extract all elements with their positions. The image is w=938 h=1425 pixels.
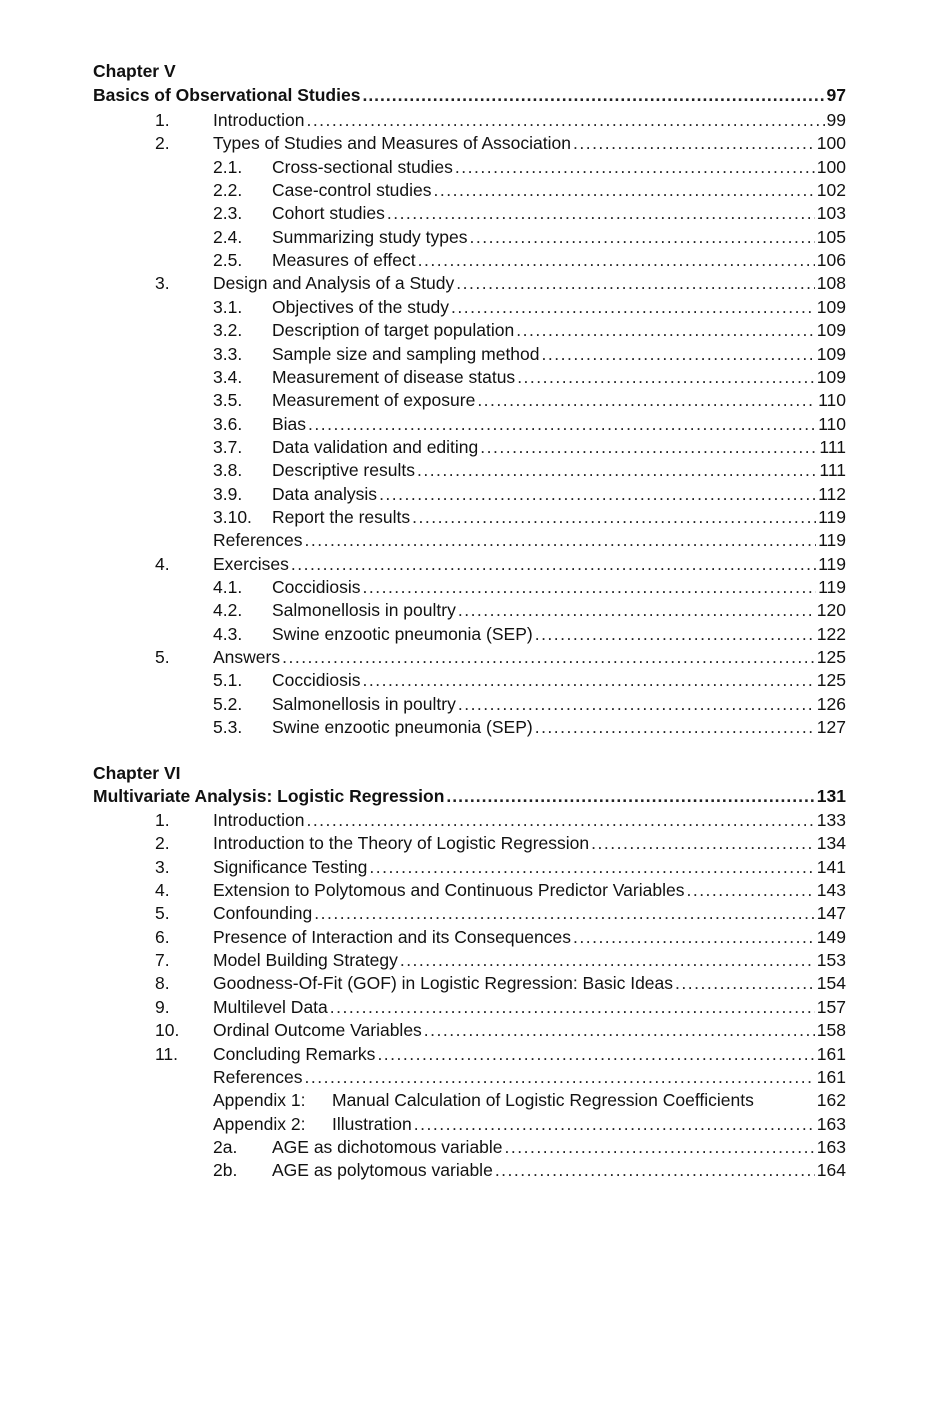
- entry-page-number: 162: [816, 1090, 846, 1111]
- toc-entry: [0, 996, 938, 1019]
- entry-page-number: 119: [818, 530, 846, 551]
- entry-title: Description of target population: [272, 320, 515, 341]
- entry-title: Goodness-Of-Fit (GOF) in Logistic Regression: Basic Ideas: [213, 973, 674, 994]
- entry-title: Illustration: [332, 1113, 412, 1134]
- leader-dots: [305, 1066, 815, 1089]
- toc-entry: [0, 249, 938, 272]
- toc-entry: [0, 972, 938, 995]
- entry-page-number: 153: [816, 950, 846, 971]
- leader-dots: [535, 716, 815, 739]
- entry-number: 4.2.: [213, 600, 243, 621]
- entry-number: 2.4.: [213, 226, 243, 247]
- entry-title: Case-control studies: [272, 180, 432, 201]
- entry-page-number: 106: [816, 250, 846, 271]
- entry-page-number: 141: [816, 856, 846, 877]
- leader-dots: [573, 926, 815, 949]
- leader-dots: [455, 156, 815, 179]
- entry-number: 8.: [155, 973, 170, 994]
- entry-title: AGE as polytomous variable: [272, 1160, 493, 1181]
- entry-title: Sample size and sampling method: [272, 343, 540, 364]
- toc-entry: [0, 413, 938, 436]
- entry-number: 5.: [155, 903, 170, 924]
- entry-number: 5.: [155, 647, 170, 668]
- toc-entry: [0, 506, 938, 529]
- toc-entry: [0, 599, 938, 622]
- leader-dots: [686, 879, 814, 902]
- leader-dots: [414, 1113, 815, 1136]
- entry-number: Appendix 1:: [213, 1090, 306, 1111]
- entry-title: Significance Testing: [213, 856, 368, 877]
- entry-page-number: 100: [816, 133, 846, 154]
- entry-number: 3.4.: [213, 366, 243, 387]
- entry-page-number: 119: [818, 553, 846, 574]
- entry-page-number: 158: [816, 1020, 846, 1041]
- toc-entry: [0, 623, 938, 646]
- entry-page-number: 108: [816, 273, 846, 294]
- entry-title: Model Building Strategy: [213, 950, 398, 971]
- entry-page-number: 147: [816, 903, 846, 924]
- leader-dots: [434, 179, 815, 202]
- leader-dots: [591, 832, 815, 855]
- entry-title: Measures of effect: [272, 250, 416, 271]
- entry-number: 3.6.: [213, 413, 243, 434]
- entry-title: Manual Calculation of Logistic Regression Coefficients: [332, 1090, 754, 1111]
- leader-dots: [495, 1159, 815, 1182]
- entry-title: Measurement of exposure: [272, 390, 476, 411]
- entry-title: Salmonellosis in poultry: [272, 693, 456, 714]
- chapter-title: Multivariate Analysis: Logistic Regression: [93, 786, 445, 806]
- toc-entry: [0, 436, 938, 459]
- leader-dots: [675, 972, 815, 995]
- toc-entry: [0, 1066, 938, 1089]
- entry-number: 3.: [155, 856, 170, 877]
- toc-entry: [0, 389, 938, 412]
- entry-title: Objectives of the study: [272, 296, 450, 317]
- entry-number: 1.: [155, 810, 170, 830]
- entry-number: 4.: [155, 553, 170, 574]
- toc-entry: [0, 1159, 938, 1182]
- toc-entry: [0, 1019, 938, 1042]
- entry-page-number: 119: [818, 577, 846, 597]
- entry-page-number: 111: [819, 460, 846, 481]
- entry-number: 10.: [155, 1020, 180, 1041]
- leader-dots: [400, 949, 815, 972]
- entry-page-number: 125: [816, 647, 846, 668]
- entry-title: Measurement of disease status: [272, 366, 516, 387]
- entry-title: Bias: [272, 413, 307, 434]
- entry-title: Introduction to the Theory of Logistic Regression: [213, 833, 590, 854]
- chapter-title-row: [93, 785, 846, 808]
- entry-page-number: 161: [816, 1066, 846, 1087]
- entry-title: Multilevel Data: [213, 996, 328, 1017]
- entry-title: Swine enzootic pneumonia (SEP): [272, 623, 533, 644]
- toc-entry: [0, 132, 938, 155]
- toc-entry: [0, 366, 938, 389]
- entry-page-number: 157: [816, 996, 846, 1017]
- toc-entry: [0, 809, 938, 832]
- entry-page-number: 126: [816, 693, 846, 714]
- entry-number: 2.1.: [213, 156, 243, 177]
- toc-entry: [0, 576, 938, 599]
- entry-number: Appendix 2:: [213, 1113, 306, 1134]
- entry-number: 3.10.: [213, 506, 252, 527]
- toc-entry: [0, 296, 938, 319]
- leader-dots: [451, 296, 815, 319]
- toc-entry: [0, 202, 938, 225]
- entry-title: Swine enzootic pneumonia (SEP): [272, 717, 533, 738]
- toc-entry: [0, 272, 938, 295]
- entry-number: 3.5.: [213, 390, 243, 411]
- entry-title: Introduction: [213, 810, 305, 830]
- leader-dots: [306, 109, 824, 132]
- entry-number: 3.7.: [213, 436, 243, 457]
- entry-page-number: 110: [818, 413, 846, 434]
- chapter-page-number: 97: [826, 85, 846, 105]
- entry-number: 5.2.: [213, 693, 243, 714]
- entry-page-number: 127: [816, 717, 846, 738]
- chapter-page-number: 131: [816, 786, 846, 806]
- leader-dots: [308, 413, 816, 436]
- leader-dots: [363, 669, 815, 692]
- entry-page-number: 110: [818, 390, 846, 411]
- entry-page-number: 163: [816, 1136, 846, 1157]
- toc-entry: [0, 879, 938, 902]
- chapter-label: Chapter VI: [93, 763, 181, 783]
- entry-number: 9.: [155, 996, 170, 1017]
- entry-number: 3.3.: [213, 343, 243, 364]
- entry-title: Exercises: [213, 553, 289, 574]
- toc-entry: [0, 529, 938, 552]
- entry-number: 2a.: [213, 1136, 238, 1157]
- entry-title: Extension to Polytomous and Continuous Predictor Variables: [213, 880, 685, 901]
- leader-dots: [458, 599, 815, 622]
- entry-number: 11.: [155, 1043, 179, 1064]
- toc-entry: [0, 343, 938, 366]
- entry-number: 2b.: [213, 1160, 238, 1181]
- entry-title: Answers: [213, 647, 281, 668]
- toc-entry: [0, 716, 938, 739]
- entry-page-number: 112: [818, 483, 846, 504]
- toc-entry: [0, 1136, 938, 1159]
- entry-page-number: 134: [816, 833, 846, 854]
- entry-title: Confounding: [213, 903, 313, 924]
- leader-dots: [516, 319, 815, 342]
- entry-number: 2.: [155, 833, 170, 854]
- entry-title: References: [213, 1066, 303, 1087]
- leader-dots: [424, 1019, 815, 1042]
- entry-page-number: 111: [819, 436, 846, 457]
- entry-page-number: 119: [818, 506, 846, 527]
- chapter-title: Basics of Observational Studies: [93, 85, 361, 105]
- leader-dots: [305, 529, 817, 552]
- leader-dots: [377, 1043, 814, 1066]
- entry-page-number: 109: [816, 366, 846, 387]
- toc-entry: [0, 1043, 938, 1066]
- leader-dots: [446, 785, 814, 808]
- chapter-title-row: [93, 84, 846, 107]
- leader-dots: [480, 436, 817, 459]
- leader-dots: [362, 84, 824, 107]
- toc-entry: [0, 669, 938, 692]
- entry-page-number: 125: [816, 670, 846, 691]
- entry-page-number: 109: [816, 296, 846, 317]
- leader-dots: [535, 623, 815, 646]
- entry-title: Summarizing study types: [272, 226, 468, 247]
- entry-page-number: 120: [816, 600, 846, 621]
- entry-number: 5.3.: [213, 717, 243, 738]
- toc-entry: [0, 856, 938, 879]
- leader-dots: [387, 202, 815, 225]
- entry-title: Presence of Interaction and its Consequences: [213, 926, 571, 947]
- entry-number: 1.: [155, 110, 170, 130]
- entry-page-number: 164: [816, 1160, 846, 1181]
- toc-entry: [0, 1113, 938, 1136]
- entry-number: 7.: [155, 950, 170, 971]
- entry-page-number: 109: [816, 320, 846, 341]
- toc-entry: [0, 319, 938, 342]
- leader-dots: [306, 809, 814, 832]
- toc-entry: [0, 459, 938, 482]
- leader-dots: [417, 459, 817, 482]
- entry-title: Data analysis: [272, 483, 378, 504]
- entry-page-number: 103: [816, 203, 846, 224]
- toc-entry: [0, 156, 938, 179]
- toc-entry: [0, 693, 938, 716]
- entry-page-number: 154: [816, 973, 846, 994]
- entry-title: Coccidiosis: [272, 577, 361, 597]
- leader-dots: [573, 132, 815, 155]
- leader-dots: [470, 226, 815, 249]
- entry-number: 2.2.: [213, 180, 243, 201]
- leader-dots: [412, 506, 816, 529]
- leader-dots: [517, 366, 815, 389]
- entry-title: Descriptive results: [272, 460, 415, 481]
- entry-title: Types of Studies and Measures of Association: [213, 133, 571, 154]
- entry-number: 2.: [155, 133, 170, 154]
- toc-entry: [0, 553, 938, 576]
- entry-number: 3.9.: [213, 483, 243, 504]
- entry-title: AGE as dichotomous variable: [272, 1136, 503, 1157]
- leader-dots: [330, 996, 815, 1019]
- entry-page-number: 105: [816, 226, 846, 247]
- entry-title: References: [213, 530, 303, 551]
- leader-dots: [418, 249, 815, 272]
- toc-entry: [0, 226, 938, 249]
- toc-entry: [0, 109, 938, 132]
- leader-dots: [379, 483, 816, 506]
- leader-dots: [542, 343, 815, 366]
- entry-page-number: 163: [816, 1113, 846, 1134]
- leader-dots: [456, 272, 815, 295]
- entry-title: Cohort studies: [272, 203, 385, 224]
- leader-dots: [458, 693, 815, 716]
- leader-dots: [314, 902, 815, 925]
- entry-title: Cross-sectional studies: [272, 156, 453, 177]
- entry-number: 3.8.: [213, 460, 243, 481]
- toc-entry: [0, 179, 938, 202]
- leader-dots: [369, 856, 814, 879]
- entry-page-number: 109: [816, 343, 846, 364]
- entry-title: Design and Analysis of a Study: [213, 273, 455, 294]
- entry-number: 4.1.: [213, 577, 243, 597]
- entry-page-number: 161: [816, 1043, 846, 1064]
- entry-number: 2.3.: [213, 203, 243, 224]
- toc-entry: [0, 926, 938, 949]
- entry-number: 3.2.: [213, 320, 243, 341]
- entry-title: Ordinal Outcome Variables: [213, 1020, 422, 1041]
- toc-entry: [0, 949, 938, 972]
- entry-title: Data validation and editing: [272, 436, 479, 457]
- entry-page-number: 149: [816, 926, 846, 947]
- leader-dots: [282, 646, 815, 669]
- entry-title: Introduction: [213, 110, 305, 130]
- entry-number: 2.5.: [213, 250, 243, 271]
- entry-title: Coccidiosis: [272, 670, 361, 691]
- entry-number: 4.3.: [213, 623, 243, 644]
- entry-page-number: 100: [816, 156, 846, 177]
- entry-page-number: 102: [816, 180, 846, 201]
- entry-title: Salmonellosis in poultry: [272, 600, 456, 621]
- toc-entry: [0, 1089, 938, 1112]
- entry-page-number: 143: [816, 880, 846, 901]
- entry-page-number: 122: [816, 623, 846, 644]
- chapter-label: Chapter V: [93, 61, 176, 81]
- entry-number: 4.: [155, 880, 170, 901]
- toc-entry: [0, 646, 938, 669]
- leader-dots: [505, 1136, 815, 1159]
- entry-number: 5.1.: [213, 670, 243, 691]
- toc-entry: [0, 902, 938, 925]
- entry-number: 6.: [155, 926, 170, 947]
- entry-page-number: 133: [816, 810, 846, 830]
- entry-page-number: 99: [826, 110, 846, 130]
- entry-title: Report the results: [272, 506, 411, 527]
- toc-entry: [0, 832, 938, 855]
- toc-entry: [0, 483, 938, 506]
- leader-dots: [363, 576, 817, 599]
- entry-number: 3.: [155, 273, 170, 294]
- entry-title: Concluding Remarks: [213, 1043, 376, 1064]
- leader-dots: [291, 553, 816, 576]
- leader-dots: [477, 389, 816, 412]
- entry-number: 3.1.: [213, 296, 243, 317]
